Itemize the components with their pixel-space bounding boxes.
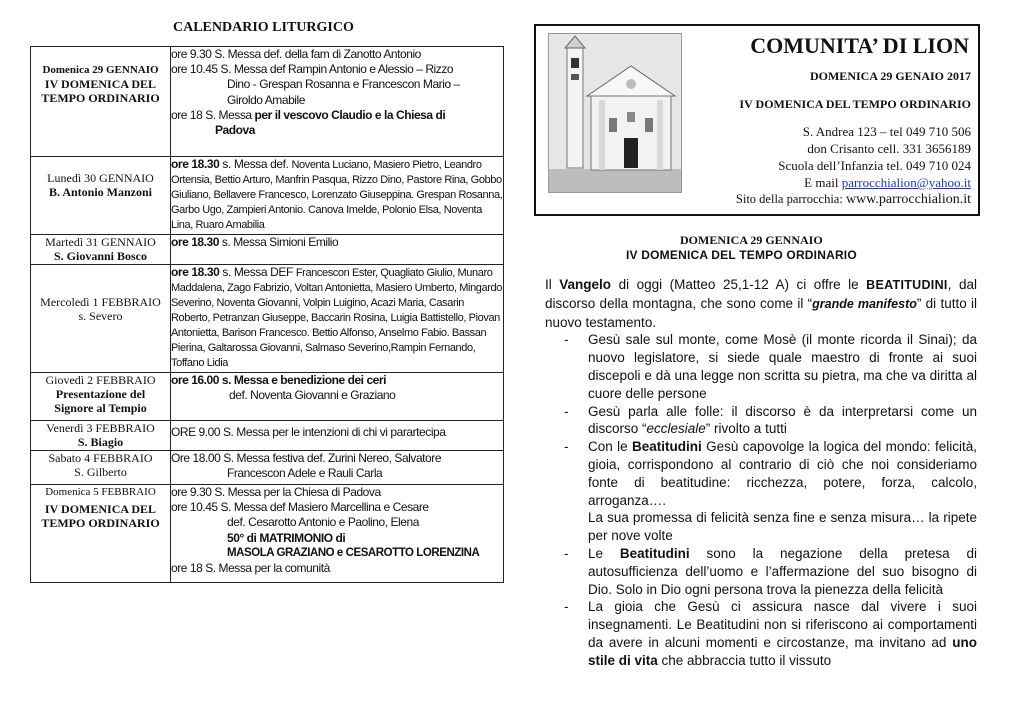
contact-school: Scuola dell’Infanzia tel. 049 710 024 — [778, 158, 971, 173]
community-title: COMUNITA’ DI LION — [750, 33, 969, 58]
church-photo — [548, 33, 682, 193]
text-run: Beatitudini — [619, 545, 690, 561]
calendar-day: Martedì 31 GENNAIO S. Giovanni Bosco — [31, 235, 171, 265]
article-continuation: La sua promessa di felicità senza fine e senza misura… la ripete per nove volte — [588, 510, 977, 544]
calendar-events: ore 9.30 S. Messa per la Chiesa di Padova ore 10.45 S. Messa def Masiero Marcellina e Cesare def. Cesarotto Antonio e Paolino, Elena 50° di MATRIMONIO di MASOLA GRAZIANO e CESAROTTO LORENZINA ore 18 S. Messa per la comunità — [171, 485, 504, 583]
text-run: - — [564, 403, 569, 419]
article-intro — [545, 276, 977, 331]
text-run: La gioia che Gesù ci assicura nasce dal vivere i suoi insegnamenti. Le Beatitudini non si riferiscono ai comportamenti da avere in alcuni momenti e circostanze, ma invitano ad — [588, 599, 977, 650]
contact-priest: don Crisanto cell. 331 3656189 — [807, 141, 971, 156]
church-image — [549, 34, 681, 192]
list-item — [545, 438, 977, 509]
text-run: - — [564, 599, 569, 615]
text-run: Vangelo — [559, 277, 612, 292]
text-run: Il — [545, 277, 560, 292]
list-item — [545, 598, 977, 669]
calendar-row — [31, 373, 504, 421]
calendar-day: Domenica 5 FEBBRAIO IV DOMENICA DEL TEMPO ORDINARIO — [31, 485, 171, 583]
article-list — [545, 331, 977, 509]
text-run: - — [564, 439, 569, 455]
calendar-events: ore 18.30 s. Messa DEF Francescon Ester, Quagliato Giulio, Munaro Maddalena, Zago Fabrizio, Voltan Antonietta, Masiero Umberto, Mingardo Severino, Noventa Giovanni, Volpin Luigino, Acazi Maria, Casarin Roberto, Petranzan Giuseppe, Baccarin Rosina, Luigia Battistello, Piovan Antonietta, Barison Francesco. Bettio Alfonso, Anselmo Fabio. Bassan Pierina, Galtarossa Giovanni, Salmaso Severino,Rampin Fernando, Toffano Lidia — [171, 265, 504, 373]
text-run: Con le — [588, 439, 633, 455]
calendar-events: ore 16.00 s. Messa e benedizione dei ceri def. Noventa Giovanni e Graziano — [171, 373, 504, 421]
text-run: - — [564, 545, 569, 561]
list-item — [545, 331, 977, 402]
article-subtitle: IV DOMENICA DEL TEMPO ORDINARIO — [626, 248, 857, 262]
text-run: Gesù capovolge la logica del mondo: felicità, gioia, corrispondono al contrario di ciò che noi consideriamo fonte di beatitudine: ricchezza, potere, forza, calcolo, arroganza…. — [588, 439, 977, 508]
list-item — [545, 403, 977, 439]
calendar-row — [31, 157, 504, 235]
calendar-events: Ore 18.00 S. Messa festiva def. Zurini Nereo, Salvatore Francescon Adele e Rauli Carla — [171, 451, 504, 485]
header-sunday: IV DOMENICA DEL TEMPO ORDINARIO — [739, 97, 971, 111]
text-run: che abbraccia tutto il vissuto — [657, 652, 832, 668]
calendar-row — [31, 421, 504, 451]
article-body — [545, 276, 977, 670]
calendar-events: ORE 9.00 S. Messa per le intenzioni di chi vi parartecipa — [171, 421, 504, 451]
calendar-table — [30, 46, 504, 583]
text-run: - — [564, 332, 569, 348]
email-link[interactable]: parrocchialion@yahoo.it — [841, 175, 971, 190]
text-run: Gesù sale sul monte, come Mosè (il monte ricorda il Sinai); da nuovo legislatore, si siede quale maestro di fronte ai suoi discepoli e dà una legge non scritta su pietra, ma che va diritta al cuore delle persone — [588, 332, 977, 401]
text-run: ” di tutto il nuovo testamento. — [545, 295, 978, 330]
calendar-events: ore 18.30 s. Messa Simioni Emilio — [171, 235, 504, 265]
calendar-row — [31, 265, 504, 373]
calendar-row — [31, 47, 504, 157]
text-run: grande manifesto — [812, 296, 917, 311]
text-run: BEATITUDINI — [866, 278, 948, 292]
text-run: uno stile di vita — [588, 634, 977, 668]
text-run: Gesù parla alle folle: il discorso è da interpretarsi come un discorso “ — [588, 403, 977, 437]
contact-address: S. Andrea 123 – tel 049 710 506 — [802, 124, 971, 139]
article-date: DOMENICA 29 GENNAIO — [680, 233, 823, 247]
text-run: sono la negazione della pretesa di autosufficienza dell’uomo e l’affermazione del suo bisogno di Dio. Solo in Dio ogni persona trova la pienezza della felicità — [588, 545, 977, 597]
calendar-day: Lunedì 30 GENNAIO B. Antonio Manzoni — [31, 157, 171, 235]
text-run: di oggi (Matteo 25,1-12 A) ci offre le — [611, 277, 867, 292]
calendar-day: Sabato 4 FEBBRAIO S. Gilberto — [31, 451, 171, 485]
text-run: ecclesiale — [646, 421, 706, 437]
text-run: ” rivolto a tutti — [705, 421, 787, 437]
text-run: Beatitudini — [632, 439, 702, 455]
contact-site: Sito della parrocchia: www.parrocchialion.it — [735, 192, 971, 207]
calendar-title: CALENDARIO LITURGICO — [173, 20, 354, 35]
calendar-row — [31, 485, 504, 583]
text-run: , dal discorso della montagna, che sono come il “ — [545, 277, 977, 311]
site-link[interactable]: www.parrocchialion.it — [845, 192, 971, 207]
contact-email: E mail parrocchialion@yahoo.it — [804, 175, 971, 190]
calendar-day: Giovedì 2 FEBBRAIO Presentazione del Signore al Tempio — [31, 373, 171, 421]
text-run: Le — [588, 545, 620, 561]
calendar-day: Domenica 29 GENNAIO IV DOMENICA DEL TEMPO ORDINARIO — [31, 47, 171, 157]
calendar-events: ore 9.30 S. Messa def. della fam di Zanotto Antonio ore 10.45 S. Messa def Rampin Antonio e Alessio – Rizzo Dino - Grespan Rosanna e Francescon Mario – Giroldo Amabile ore 18 S. Messa per il vescovo Claudio e la Chiesa di Padova — [171, 47, 504, 157]
header-date: DOMENICA 29 GENAIO 2017 — [809, 69, 971, 83]
calendar-events: ore 18.30 s. Messa def. Noventa Luciano, Masiero Pietro, Leandro Ortensia, Bettio Arturo, Manfrin Pasqua, Rizzo Dino, Pastore Rina, Gobbo Giuliano, Bellavere Francesco, Lorenzato Giuseppina. Grespan Rosanna, Garbo Ugo, Zampieri Antonio. Canova Imelde, Polonio Elsa, Noventa Lina, Ruaro Amabilia — [171, 157, 504, 235]
calendar-day: Venerdì 3 FEBBRAIO S. Biagio — [31, 421, 171, 451]
calendar-row — [31, 235, 504, 265]
list-item — [545, 545, 977, 598]
calendar-day: Mercoledì 1 FEBBRAIO s. Severo — [31, 265, 171, 373]
article-list — [545, 545, 977, 670]
calendar-row — [31, 451, 504, 485]
